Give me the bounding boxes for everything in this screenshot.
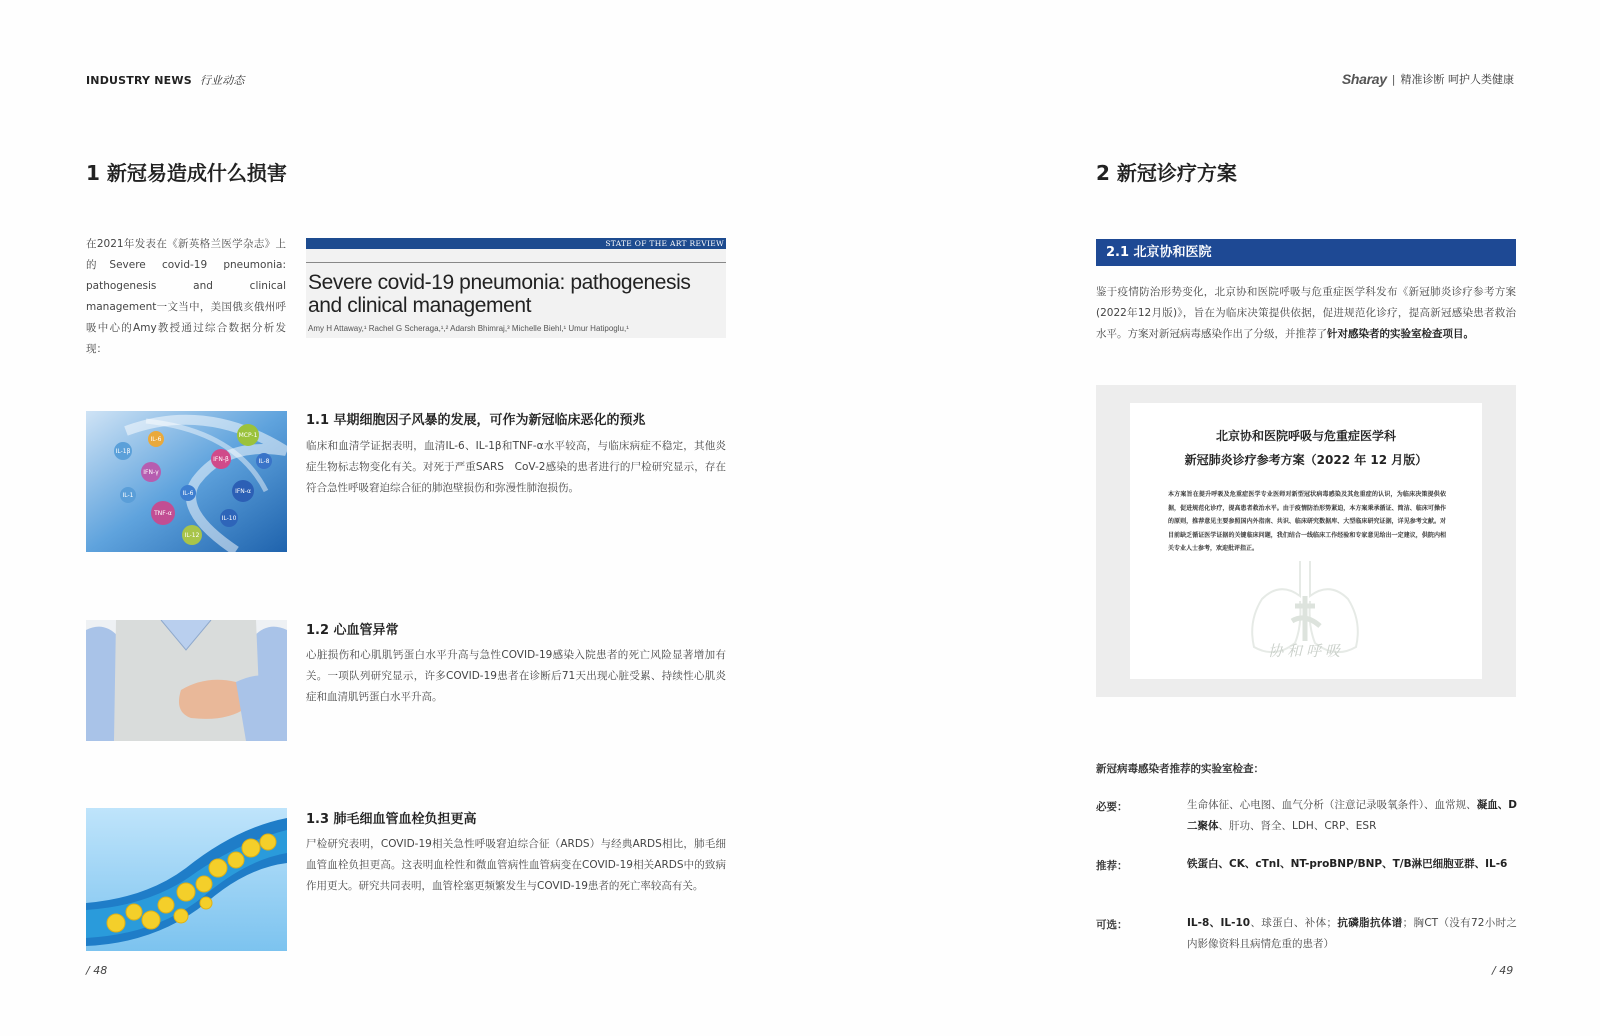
cytokine-label: IFN-γ	[143, 469, 159, 476]
lab-label-required: 必要：	[1096, 801, 1128, 813]
lab-text: 、球蛋白、补体；	[1250, 917, 1338, 929]
lab-text-bold: 抗磷脂抗体谱	[1337, 917, 1403, 929]
cytokine-label: IL-8	[258, 458, 270, 465]
doc-title-1: 北京协和医院呼吸与危重症医学科	[1215, 429, 1396, 443]
section-title-1: 1 新冠易造成什么损害	[86, 161, 287, 185]
paper-title: Severe covid-19 pneumonia: pathogenesis and clinical management	[308, 271, 691, 317]
doc-body: 本方案旨在提升呼吸及危重症医学专业医师对新型冠状病毒感染及其危重症的认识，为临床决策提供依据，促进规范化诊疗，提高患者救治水平。由于疫情防治形势紧迫，本方案秉承循证、简洁、临床可操作的原则，推荐意见主要参照国内外指南、共识、临床研究数据库、大型临床研究证据，详见参考文献。对目前缺乏循证医学证据的关键临床问题，我们结合一线临床工作经验和专家意见给出一定建议，供院内相关专业人士参考，欢迎批评指正。	[1168, 491, 1446, 552]
item-1-2-title: 1.2 心血管异常	[306, 623, 399, 638]
lab-heading: 新冠病毒感染者推荐的实验室检查：	[1096, 763, 1264, 775]
lab-text-bold: 凝血、D二聚体	[1187, 799, 1518, 832]
lab-text: 生命体征、心电图、血气分析（注意记录吸氧条件）、血常规、	[1187, 799, 1477, 811]
cytokine-label: MCP-1	[238, 432, 258, 439]
cytokine-label: IL-6	[182, 490, 194, 497]
header-separator: |	[1391, 72, 1396, 86]
blood-vessel-image	[86, 808, 287, 951]
cytokine-label: IL-1	[122, 492, 134, 499]
plan-description	[1096, 282, 1516, 345]
guideline-document-image	[1096, 385, 1516, 697]
header-brand	[1342, 71, 1514, 87]
subsection-bar: 2.1 北京协和医院	[1096, 239, 1516, 266]
cytokine-label: IL-12	[184, 532, 200, 539]
section-title-2: 2 新冠诊疗方案	[1096, 161, 1237, 185]
lab-value-required	[1187, 795, 1517, 837]
lab-label-optional: 可选：	[1096, 919, 1128, 931]
cytokine-label: IL-6	[150, 436, 162, 443]
item-1-2-text: 心脏损伤和心肌肌钙蛋白水平升高与急性COVID-19感染入院患者的死亡风险显著增加有关。一项队列研究显示，许多COVID-19患者在诊断后71天出现心脏受累、持续性心肌炎症和血清肌钙蛋白水平升高。	[306, 649, 726, 703]
cytokine-storm-image	[86, 411, 287, 552]
lab-value-recommended	[1187, 854, 1517, 875]
guideline-document-page	[1130, 403, 1482, 679]
lab-value-optional	[1187, 913, 1517, 955]
paper-banner: STATE OF THE ART REVIEW	[306, 238, 726, 249]
doc-title-2: 新冠肺炎诊疗参考方案（2022 年 12 月版）	[1184, 453, 1428, 467]
cytokine-label: IL-10	[221, 515, 237, 522]
cytokine-label: IL-1β	[115, 448, 131, 455]
chest-pain-image	[86, 620, 287, 741]
paper-authors: Amy H Attaway,¹ Rachel G Scheraga,¹,² Adarsh Bhimraj,³ Michelle Biehl,¹ Umur Hatipoglu,¹	[308, 324, 629, 333]
page-number-right: / 49	[1492, 964, 1514, 977]
lab-text-bold: IL-8、IL-10	[1187, 917, 1251, 929]
lab-text: 、肝功、肾全、LDH、CRP、ESR	[1218, 820, 1377, 832]
cytokine-label: TNF-α	[154, 510, 172, 517]
paper-rule	[306, 262, 726, 263]
item-1-1-text: 临床和血清学证据表明，血清IL-6、IL-1β和TNF-α水平较高，与临床病症不稳定，其他炎症生物标志物变化有关。对死于严重SARS CoV-2感染的患者进行的尸检研究显示，存在符合急性呼吸窘迫综合征的肺泡壁损伤和弥漫性肺泡损伤。	[306, 440, 726, 494]
cytokine-label: IFN-α	[235, 488, 251, 495]
item-1-3-text: 尸检研究表明，COVID-19相关急性呼吸窘迫综合征（ARDS）与经典ARDS相比，肺毛细血管血栓负担更高。这表明血栓性和微血管病性血管病变在COVID-19相关ARDS中的致病作用更大。研究共同表明，血管栓塞更频繁发生与COVID-19患者的死亡率较高有关。	[306, 838, 726, 892]
lab-text-bold: 铁蛋白、CK、cTnI、NT-proBNP/BNP、T/B淋巴细胞亚群、IL-6	[1187, 858, 1508, 870]
item-1-3-title: 1.3 肺毛细血管血栓负担更高	[306, 812, 477, 827]
paper-thumbnail	[306, 238, 726, 338]
lab-text: ；胸CT（没有72小时之内影像资料且病情危重的患者）	[1187, 917, 1518, 950]
header-section-label	[86, 72, 245, 88]
brand-slogan: 精准诊断 呵护人类健康	[1400, 73, 1514, 86]
cytokine-label: IFN-β	[213, 456, 229, 463]
header-cn-label: 行业动态	[199, 74, 245, 87]
doc-watermark-text: 协和呼吸	[1267, 642, 1344, 660]
item-1-1-title: 1.1 早期细胞因子风暴的发展，可作为新冠临床恶化的预兆	[306, 413, 646, 428]
plan-description-text: 鉴于疫情防治形势变化，北京协和医院呼吸与危重症医学科发布《新冠肺炎诊疗参考方案(2022年12月版)》，旨在为临床决策提供依据，促进规范化诊疗，提高新冠感染患者救治水平。方案对新冠病毒感染作出了分级，并推荐了	[1096, 286, 1516, 340]
brand-logo: Sharay	[1341, 71, 1387, 87]
page-number-left: / 48	[86, 964, 108, 977]
plan-description-bold: 针对感染者的实验室检查项目。	[1327, 328, 1474, 340]
header-en-label: INDUSTRY NEWS	[86, 74, 192, 87]
lab-label-recommended: 推荐：	[1096, 860, 1128, 872]
intro-paragraph: 在2021年发表在《新英格兰医学杂志》上的Severe covid-19 pneumonia: pathogenesis and clinical management一文当中，美国俄亥俄州呼吸中心的Amy教授通过综合数据分析发现：	[86, 238, 286, 355]
